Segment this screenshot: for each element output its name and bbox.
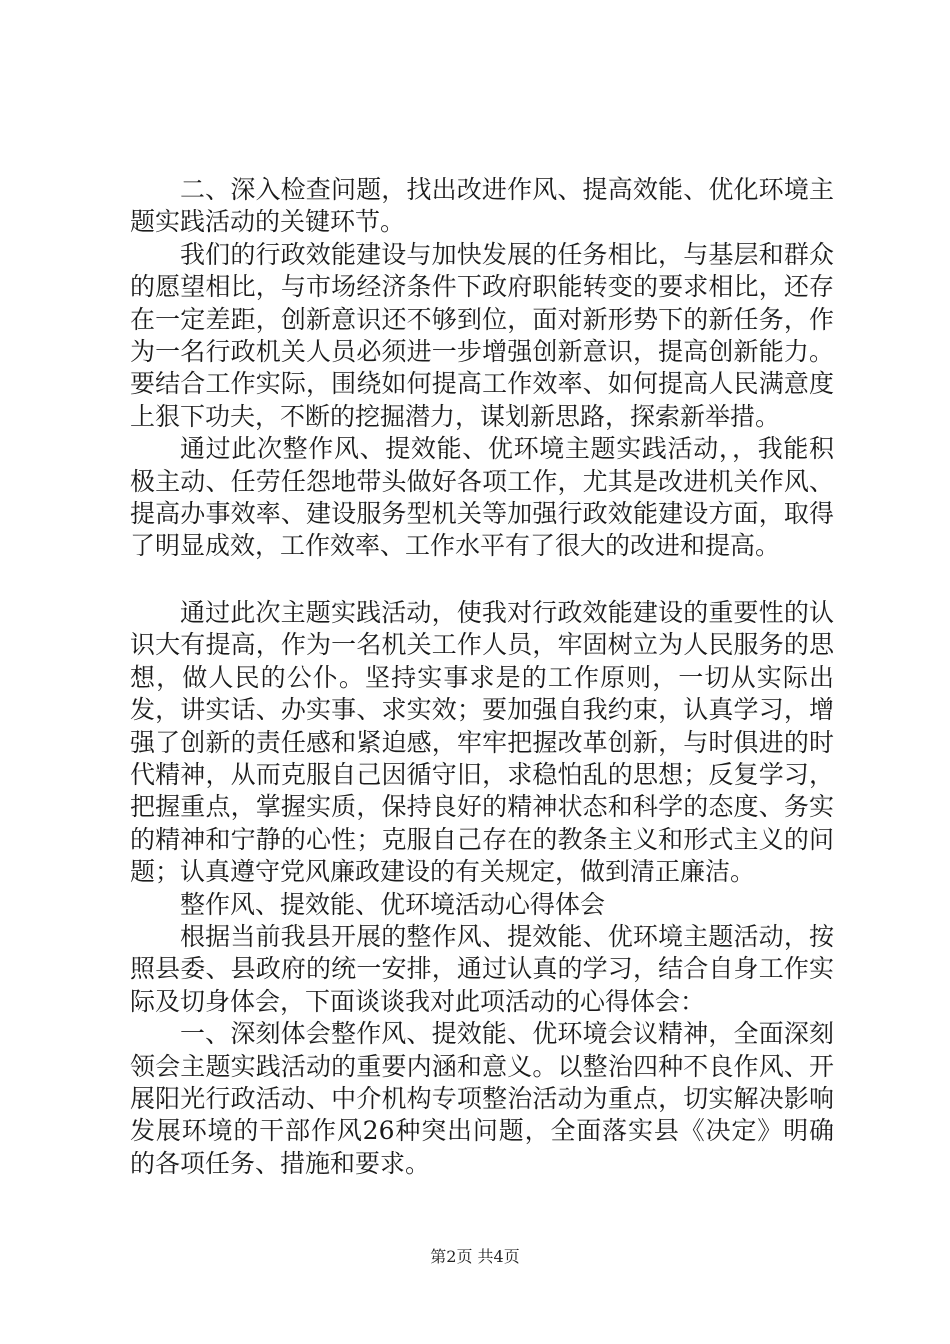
body-paragraph: 我们的行政效能建设与加快发展的任务相比，与基层和群众的愿望相比，与市场经济条件下政府职能转变的要求相比，还存在一定差距，创新意识还不够到位，面对新形势下的新任务，作为一名行政机关人员必须进一步增强创新意识，提高创新能力。要结合工作实际，围绕如何提高工作效率、如何提高人民满意度上狠下功夫，不断的挖掘潜力，谋划新思路，探索新举措。 [130,239,834,431]
article-title: 整作风、提效能、优环境活动心得体会 [180,889,606,919]
body-paragraph: 通过此次主题实践活动，使我对行政效能建设的重要性的认识大有提高，作为一名机关工作人员，牢固树立为人民服务的思想，做人民的公仆。坚持实事求是的工作原则，一切从实际出发，讲实话、办实事、求实效；要加强自我约束，认真学习，增强了创新的责任感和紧迫感，牢牢把握改革创新，与时俱进的时代精神，从而克服自己因循守旧，求稳怕乱的思想；反复学习，把握重点，掌握实质，保持良好的精神状态和科学的态度、务实的精神和宁静的心性；克服自己存在的教条主义和形式主义的问题；认真遵守党风廉政建设的有关规定，做到清正廉洁。 [130,597,834,887]
body-paragraph: 根据当前我县开展的整作风、提效能、优环境主题活动，按照县委、县政府的统一安排，通过认真的学习，结合自身工作实际及切身体会，下面谈谈我对此项活动的心得体会： [130,921,834,1016]
body-paragraph: 通过此次整作风、提效能、优环境主题实践活动，，我能积极主动、任劳任怨地带头做好各项工作，尤其是改进机关作风、提高办事效率、建设服务型机关等加强行政效能建设方面，取得了明显成效，工作效率、工作水平有了很大的改进和提高。 [130,434,834,561]
document-body [130,174,834,1180]
page-number: 第2页 共4页 [430,1247,520,1266]
section-heading-one: 一、深刻体会整作风、提效能、优环境会议精神，全面深刻领会主题实践活动的重要内涵和意义。以整治四种不良作风、开展阳光行政活动、中介机构专项整治活动为重点，切实解决影响发展环境的干部作风26种突出问题，全面落实县《决定》明确的各项任务、措施和要求。 [130,1019,834,1178]
section-heading-two: 二、深入检查问题，找出改进作风、提高效能、优化环境主题实践活动的关键环节。 [130,175,834,237]
